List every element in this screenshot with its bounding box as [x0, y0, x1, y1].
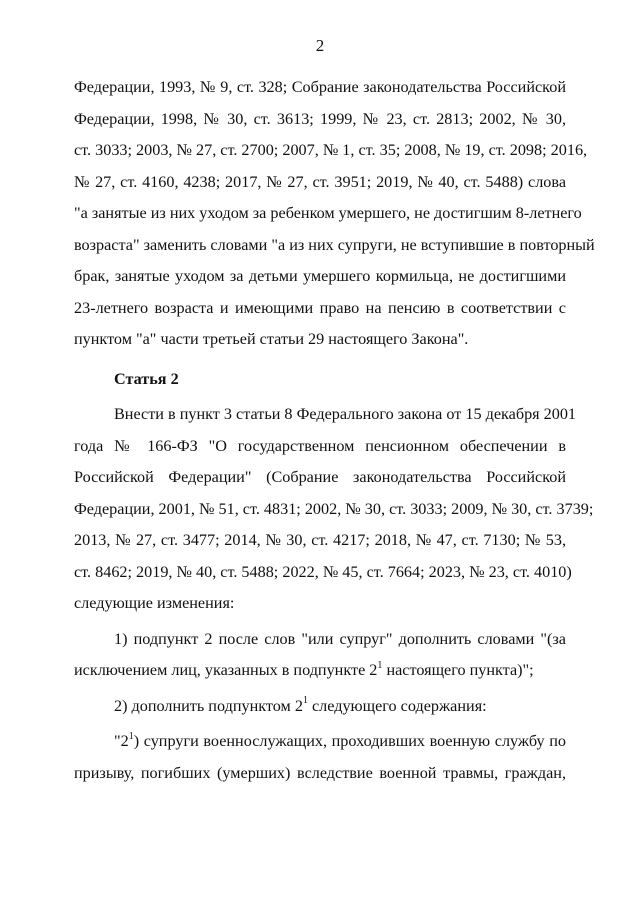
- text-line: призыву, погибших (умерших) вследствие военной травмы, граждан,: [74, 763, 566, 782]
- text-line: ст. 3033; 2003, № 27, ст. 2700; 2007, № 1, ст. 35; 2008, № 19, ст. 2098; 2016,: [74, 141, 588, 159]
- text-line: возраста" заменить словами "а из них супруги, не вступившие в повторный: [74, 235, 595, 254]
- document-body: [74, 72, 595, 789]
- text-fragment: следующего содержания:: [307, 696, 487, 715]
- text-line: Федерации, 1993, № 9, ст. 328; Собрание законодательства Российской: [74, 78, 566, 96]
- article-heading: Статья 2: [114, 369, 179, 388]
- text-line: года № 166-ФЗ "О государственном пенсионном обеспечении в: [74, 436, 566, 455]
- text-fragment: 2) дополнить подпунктом 2: [114, 696, 303, 715]
- text-line: 1) подпункт 2 после слов "или супруг" дополнить словами "(за: [114, 629, 566, 648]
- superscript: 1: [302, 695, 308, 707]
- text-fragment: настоящего пункта)";: [382, 661, 534, 679]
- text-line: пунктом "а" части третьей статьи 29 настоящего Закона".: [74, 330, 469, 348]
- text-line: "а занятые из них уходом за ребенком умершего, не достигшим 8-летнего: [74, 204, 582, 222]
- text-fragment: "2: [114, 732, 129, 750]
- text-line: 2013, № 27, ст. 3477; 2014, № 30, ст. 4217; 2018, № 47, ст. 7130; № 53,: [74, 531, 566, 549]
- text-fragment: исключением лиц, указанных в подпункте 2: [74, 661, 378, 679]
- text-fragment: ) супруги военнослужащих, проходивших военную службу по: [133, 732, 566, 750]
- text-line: [74, 655, 566, 687]
- text-line: ст. 8462; 2019, № 40, ст. 5488; 2022, № 45, ст. 7664; 2023, № 23, ст. 4010): [74, 562, 572, 581]
- text-line: брак, занятые уходом за детьми умершего кормильца, не достигшими: [74, 267, 566, 285]
- superscript: 1: [128, 730, 134, 742]
- text-line: Федерации, 2001, № 51, ст. 4831; 2002, № 30, ст. 3033; 2009, № 30, ст. 3739;: [74, 499, 594, 518]
- text-line: № 27, ст. 4160, 4238; 2017, № 27, ст. 3951; 2019, № 40, ст. 5488) слова: [74, 172, 566, 191]
- text-line: [74, 691, 566, 723]
- text-line: Российской Федерации" (Собрание законодательства Российской: [74, 468, 566, 486]
- text-line: Внести в пункт 3 статьи 8 Федерального закона от 15 декабря 2001: [114, 405, 577, 423]
- text-line: [74, 726, 566, 758]
- page-number: 2: [315, 36, 325, 55]
- text-line: следующие изменения:: [74, 594, 235, 612]
- text-line: 23-летнего возраста и имеющими право на пенсию в соответствии с: [74, 298, 566, 317]
- text-line: Федерации, 1998, № 30, ст. 3613; 1999, № 23, ст. 2813; 2002, № 30,: [74, 109, 566, 128]
- superscript: 1: [377, 659, 383, 671]
